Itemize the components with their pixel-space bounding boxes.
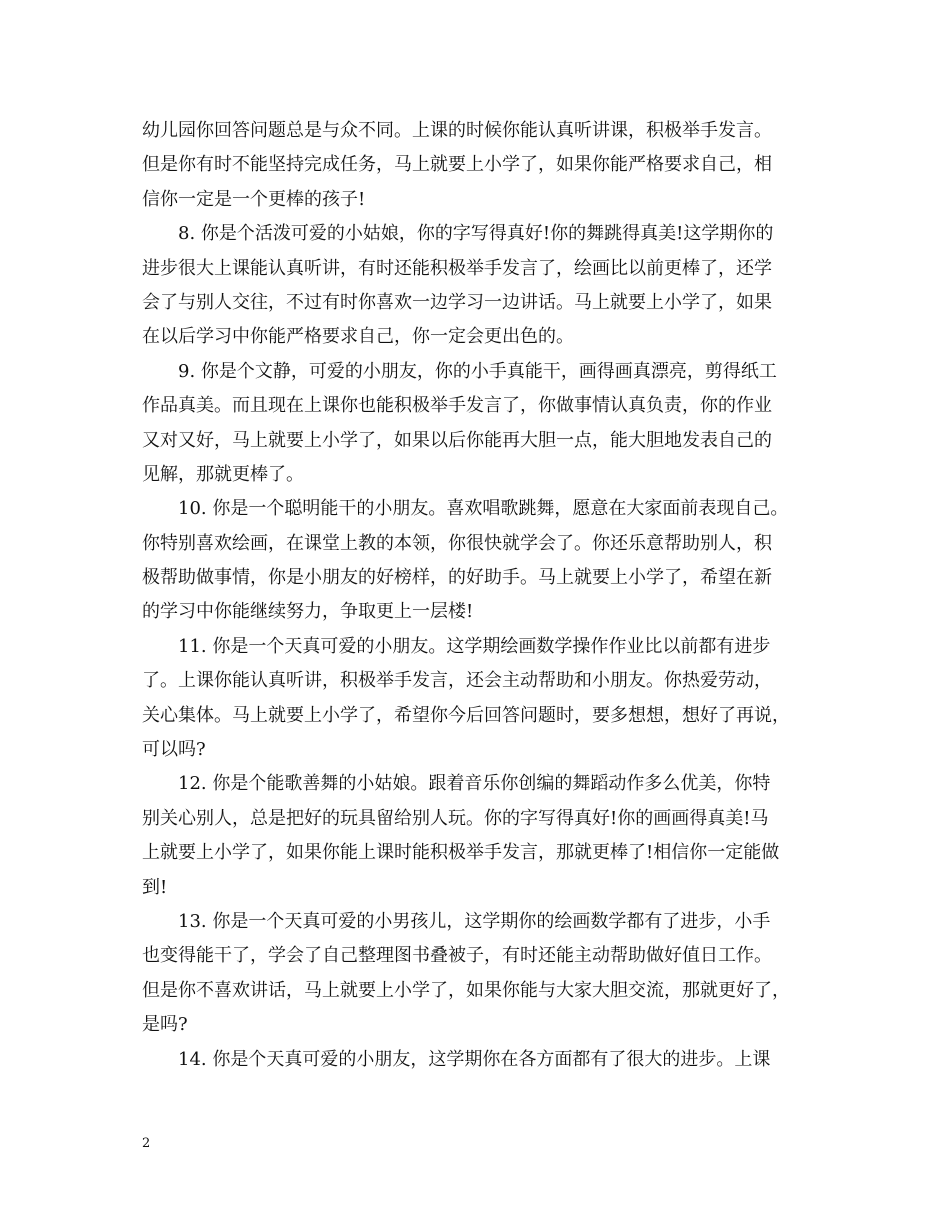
text-line: 幼儿园你回答问题总是与众不同。上课的时候你能认真听讲课，积极举手发言。 — [142, 120, 772, 141]
text-line: 9. 你是个文静，可爱的小朋友，你的小手真能干，画得画真漂亮，剪得纸工 — [178, 360, 777, 382]
text-line: 11. 你是一个天真可爱的小朋友。这学期绘画数学操作作业比以前都有进步 — [178, 635, 771, 657]
text-line: 关心集体。马上就要上小学了，希望你今后回答问题时，要多想想，想好了再说， — [142, 704, 790, 726]
text-line: 12. 你是个能歌善舞的小姑娘。跟着音乐你创编的舞蹈动作多么优美，你特 — [178, 773, 771, 795]
text-line: 在以后学习中你能严格要求自己，你一定会更出色的。 — [142, 326, 574, 348]
text-line: 作品真美。而且现在上课你也能积极举手发言了，你做事情认真负责，你的作业 — [142, 395, 772, 417]
text-line: 你特别喜欢绘画，在课堂上教的本领，你很快就学会了。你还乐意帮助别人，积 — [142, 532, 772, 554]
text-line: 但是你有时不能坚持完成任务，马上就要上小学了，如果你能严格要求自己，相 — [142, 154, 772, 176]
text-line: 也变得能干了，学会了自己整理图书叠被子，有时还能主动帮助做好值日工作。 — [142, 945, 772, 967]
text-line: 见解，那就更棒了。 — [142, 463, 304, 485]
text-line: 极帮助做事情，你是小朋友的好榜样，的好助手。马上就要上小学了，希望在新 — [142, 567, 772, 589]
text-line: 但是你不喜欢讲话，马上就要上小学了，如果你能与大家大胆交流，那就更好了， — [142, 979, 790, 1001]
text-line: 13. 你是一个天真可爱的小男孩儿，这学期你的绘画数学都有了进步，小手 — [178, 910, 771, 932]
body-text — [142, 114, 832, 1077]
text-line: 的学习中你能继续努力，争取更上一层楼! — [142, 601, 474, 623]
text-line: 10. 你是一个聪明能干的小朋友。喜欢唱歌跳舞，愿意在大家面前表现自己。 — [178, 498, 789, 520]
text-line: 会了与别人交往，不过有时你喜欢一边学习一边讲话。马上就要上小学了，如果 — [142, 291, 772, 313]
text-line: 可以吗? — [142, 739, 206, 761]
text-line: 是吗? — [142, 1014, 188, 1036]
text-line: 了。上课你能认真听讲，积极举手发言，还会主动帮助和小朋友。你热爱劳动， — [142, 670, 772, 692]
text-line: 信你一定是一个更棒的孩子! — [142, 188, 366, 210]
text-line: 8. 你是个活泼可爱的小姑娘，你的字写得真好!你的舞跳得真美!这学期你的 — [178, 223, 774, 245]
text-line: 14. 你是个天真可爱的小朋友，这学期你在各方面都有了很大的进步。上课 — [178, 1048, 771, 1070]
text-line: 到! — [142, 876, 168, 898]
text-line: 别关心别人，总是把好的玩具留给别人玩。你的字写得真好!你的画画得真美!马 — [142, 807, 769, 829]
page-number: 2 — [142, 1136, 151, 1151]
text-line: 进步很大上课能认真听讲，有时还能积极举手发言了，绘画比以前更棒了，还学 — [142, 257, 772, 279]
text-line: 又对又好，马上就要上小学了，如果以后你能再大胆一点，能大胆地发表自己的 — [142, 429, 772, 451]
text-line: 上就要上小学了，如果你能上课时能积极举手发言，那就更棒了!相信你一定能做 — [142, 842, 780, 864]
